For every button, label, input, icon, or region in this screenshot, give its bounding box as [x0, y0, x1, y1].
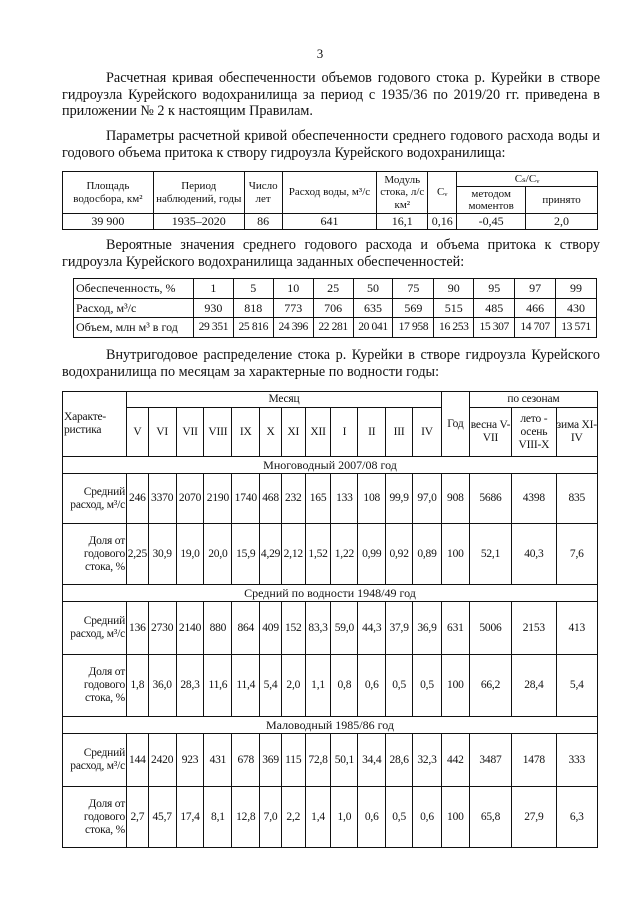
value-cell: 1,22 — [331, 524, 358, 585]
volume-cell: 15 307 — [474, 318, 515, 338]
month-header: V — [127, 408, 149, 457]
volume-cell: 14 707 — [515, 318, 556, 338]
value-cell: 97,0 — [413, 474, 442, 524]
value-cell: 2070 — [176, 474, 204, 524]
value-cell: 28,3 — [176, 655, 204, 717]
average-flow-row — [63, 602, 598, 655]
value-cell: 864 — [232, 602, 260, 655]
value-cell: 4398 — [512, 474, 556, 524]
value-cell: 333 — [556, 734, 597, 787]
value-cv: 0,16 — [428, 214, 457, 230]
value-cell: 6,3 — [556, 787, 597, 848]
value-cell: 246 — [127, 474, 149, 524]
value-cell: 2,7 — [127, 787, 149, 848]
value-cell: 37,9 — [386, 602, 413, 655]
header-observation-period: Период наблюдений, годы — [153, 172, 244, 214]
value-cell: 413 — [556, 602, 597, 655]
probability-cell: 75 — [393, 279, 434, 299]
paragraph-text: Внутригодовое распределение стока р. Курейки в створе гидроузла Курейского водохранилища по месяцам за характерные по водности годы: — [62, 347, 600, 380]
annual-share-row — [63, 524, 598, 585]
value-cell: 7,6 — [556, 524, 597, 585]
volume-cell: 17 958 — [393, 318, 434, 338]
value-cell: 0,5 — [386, 655, 413, 717]
month-header: XI — [281, 408, 305, 457]
value-cell: 36,0 — [148, 655, 176, 717]
value-cell: 11,4 — [232, 655, 260, 717]
value-cell: 2,0 — [281, 655, 305, 717]
value-cell: 59,0 — [331, 602, 358, 655]
row-label: Средний расход, м³/с — [63, 734, 127, 787]
value-cell: 52,1 — [469, 524, 511, 585]
value-cell: 2140 — [176, 602, 204, 655]
header-accepted: принято — [526, 187, 598, 214]
flow-cell: 430 — [556, 298, 597, 318]
flow-cell: 635 — [353, 298, 393, 318]
value-method-of-moments: -0,45 — [457, 214, 526, 230]
volume-cell: 13 571 — [556, 318, 597, 338]
row-label: Доля от годового стока, % — [63, 655, 127, 717]
value-observation-period: 1935–2020 — [153, 214, 244, 230]
probability-cell: 5 — [233, 279, 273, 299]
section-title: Средний по водности 1948/49 год — [63, 585, 598, 602]
paragraph-curve-parameters — [62, 128, 600, 161]
flow-cell: 515 — [434, 298, 474, 318]
value-cell: 0,89 — [413, 524, 442, 585]
probability-cell: 50 — [353, 279, 393, 299]
value-cell: 20,0 — [204, 524, 232, 585]
value-cell: 115 — [281, 734, 305, 787]
value-cell: 136 — [127, 602, 149, 655]
header-water-flow: Расход воды, м³/с — [282, 172, 377, 214]
value-cell: 5006 — [469, 602, 511, 655]
value-cell: 0,6 — [358, 787, 386, 848]
row-label: Средний расход, м³/с — [63, 474, 127, 524]
value-cell: 468 — [260, 474, 282, 524]
volume-row — [74, 318, 597, 338]
value-cell: 1478 — [512, 734, 556, 787]
value-cell: 0,5 — [413, 655, 442, 717]
flow-cell: 818 — [233, 298, 273, 318]
paragraph-text: Вероятные значения среднего годового расхода и объема притока к створу гидроузла Курейского водохранилища заданных обеспеченностей: — [62, 237, 600, 270]
probability-cell: 1 — [193, 279, 233, 299]
volume-cell: 16 253 — [434, 318, 474, 338]
value-cell: 0,6 — [358, 655, 386, 717]
volume-cell: 24 396 — [273, 318, 313, 338]
volume-label: Объем, млн м³ в год — [74, 318, 194, 338]
value-cell: 100 — [441, 787, 469, 848]
average-flow-row — [63, 734, 598, 787]
header-month: Месяц — [127, 392, 442, 408]
value-cell: 2153 — [512, 602, 556, 655]
value-catchment-area: 39 900 — [63, 214, 154, 230]
value-cell: 108 — [358, 474, 386, 524]
header-method-of-moments: методом моментов — [457, 187, 526, 214]
value-water-flow: 641 — [282, 214, 377, 230]
value-cell: 0,99 — [358, 524, 386, 585]
value-cell: 28,6 — [386, 734, 413, 787]
value-cell: 27,9 — [512, 787, 556, 848]
value-cell: 442 — [441, 734, 469, 787]
row-label: Средний расход, м³/с — [63, 602, 127, 655]
value-cell: 32,3 — [413, 734, 442, 787]
value-cell: 72,8 — [305, 734, 331, 787]
month-header: III — [386, 408, 413, 457]
value-cell: 44,3 — [358, 602, 386, 655]
value-cell: 66,2 — [469, 655, 511, 717]
month-header: IX — [232, 408, 260, 457]
value-cell: 232 — [281, 474, 305, 524]
month-header: II — [358, 408, 386, 457]
value-accepted: 2,0 — [526, 214, 598, 230]
month-header: I — [331, 408, 358, 457]
volume-cell: 25 816 — [233, 318, 273, 338]
probability-table — [73, 278, 597, 338]
header-number-of-years: Число лет — [244, 172, 282, 214]
month-header: X — [260, 408, 282, 457]
paragraph-text: Параметры расчетной кривой обеспеченности среднего годового расхода воды и годового объема притока к створу гидроузла Курейского водохранилища: — [62, 128, 600, 161]
header-cv: Cᵥ — [428, 172, 457, 214]
volume-cell: 20 041 — [353, 318, 393, 338]
section-title: Многоводный 2007/08 год — [63, 457, 598, 474]
flow-cell: 930 — [193, 298, 233, 318]
value-cell: 678 — [232, 734, 260, 787]
row-label: Доля от годового стока, % — [63, 524, 127, 585]
section-title: Маловодный 1985/86 год — [63, 717, 598, 734]
header-cs-cv: Cₛ/Cᵥ — [457, 172, 598, 187]
monthly-distribution-table — [62, 391, 598, 848]
value-cell: 2,25 — [127, 524, 149, 585]
value-cell: 908 — [441, 474, 469, 524]
curve-parameters-table — [62, 171, 598, 230]
page-number: 3 — [316, 46, 324, 61]
month-header: VII — [176, 408, 204, 457]
value-cell: 5,4 — [260, 655, 282, 717]
probability-cell: 97 — [515, 279, 556, 299]
header-runoff-modulus: Модуль стока, л/с км² — [377, 172, 428, 214]
value-cell: 15,9 — [232, 524, 260, 585]
value-cell: 4,29 — [260, 524, 282, 585]
value-cell: 0,6 — [413, 787, 442, 848]
value-cell: 30,9 — [148, 524, 176, 585]
value-cell: 83,3 — [305, 602, 331, 655]
paragraph-design-curve — [62, 70, 600, 120]
probability-cell: 25 — [313, 279, 353, 299]
value-cell: 19,0 — [176, 524, 204, 585]
flow-cell: 485 — [474, 298, 515, 318]
flow-row — [74, 298, 597, 318]
value-cell: 1740 — [232, 474, 260, 524]
probability-row — [74, 279, 597, 299]
value-cell: 99,9 — [386, 474, 413, 524]
value-cell: 3370 — [148, 474, 176, 524]
value-cell: 7,0 — [260, 787, 282, 848]
row-label: Доля от годового стока, % — [63, 787, 127, 848]
value-number-of-years: 86 — [244, 214, 282, 230]
value-cell: 2,12 — [281, 524, 305, 585]
average-flow-row — [63, 474, 598, 524]
value-cell: 880 — [204, 602, 232, 655]
probability-cell: 90 — [434, 279, 474, 299]
value-cell: 144 — [127, 734, 149, 787]
value-cell: 45,7 — [148, 787, 176, 848]
flow-cell: 569 — [393, 298, 434, 318]
value-cell: 5,4 — [556, 655, 597, 717]
value-cell: 0,8 — [331, 655, 358, 717]
value-cell: 0,5 — [386, 787, 413, 848]
value-cell: 631 — [441, 602, 469, 655]
probability-cell: 95 — [474, 279, 515, 299]
header-year: Год — [441, 392, 469, 457]
value-cell: 1,8 — [127, 655, 149, 717]
value-cell: 3487 — [469, 734, 511, 787]
flow-label: Расход, м³/с — [74, 298, 194, 318]
month-header: VIII — [204, 408, 232, 457]
month-header: XII — [305, 408, 331, 457]
season-header-summer-autumn: лето - осень VIII-X — [512, 408, 556, 457]
probability-cell: 99 — [556, 279, 597, 299]
value-cell: 2,2 — [281, 787, 305, 848]
value-cell: 11,6 — [204, 655, 232, 717]
value-cell: 165 — [305, 474, 331, 524]
value-cell: 40,3 — [512, 524, 556, 585]
season-header-spring: весна V-VII — [469, 408, 511, 457]
probability-cell: 10 — [273, 279, 313, 299]
value-cell: 100 — [441, 524, 469, 585]
header-by-season: по сезонам — [469, 392, 597, 408]
value-cell: 152 — [281, 602, 305, 655]
annual-share-row — [63, 655, 598, 717]
value-cell: 409 — [260, 602, 282, 655]
header-characteristic: Характе-ристика — [63, 392, 127, 457]
value-cell: 50,1 — [331, 734, 358, 787]
value-cell: 133 — [331, 474, 358, 524]
annual-share-row — [63, 787, 598, 848]
value-cell: 12,8 — [232, 787, 260, 848]
value-cell: 369 — [260, 734, 282, 787]
value-cell: 100 — [441, 655, 469, 717]
flow-cell: 773 — [273, 298, 313, 318]
month-header: IV — [413, 408, 442, 457]
value-cell: 1,4 — [305, 787, 331, 848]
probability-label: Обеспеченность, % — [74, 279, 194, 299]
volume-cell: 29 351 — [193, 318, 233, 338]
header-catchment-area: Площадь водосбора, км² — [63, 172, 154, 214]
value-cell: 1,1 — [305, 655, 331, 717]
value-cell: 36,9 — [413, 602, 442, 655]
value-cell: 65,8 — [469, 787, 511, 848]
value-cell: 17,4 — [176, 787, 204, 848]
value-cell: 431 — [204, 734, 232, 787]
volume-cell: 22 281 — [313, 318, 353, 338]
value-cell: 34,4 — [358, 734, 386, 787]
value-cell: 0,92 — [386, 524, 413, 585]
paragraph-probable-values — [62, 237, 600, 270]
flow-cell: 466 — [515, 298, 556, 318]
value-cell: 5686 — [469, 474, 511, 524]
value-cell: 2730 — [148, 602, 176, 655]
value-cell: 1,52 — [305, 524, 331, 585]
value-cell: 1,0 — [331, 787, 358, 848]
value-cell: 835 — [556, 474, 597, 524]
value-cell: 923 — [176, 734, 204, 787]
value-runoff-modulus: 16,1 — [377, 214, 428, 230]
season-header-winter: зима XI-IV — [556, 408, 597, 457]
value-cell: 8,1 — [204, 787, 232, 848]
flow-cell: 706 — [313, 298, 353, 318]
paragraph-monthly-distribution — [62, 347, 600, 380]
month-header: VI — [148, 408, 176, 457]
paragraph-text: Расчетная кривая обеспеченности объемов годового стока р. Курейки в створе гидроузла Курейского водохранилища за период с 1935/36 по 2019/20 гг. приведена в приложении № 2 к настоящим Правилам. — [62, 70, 600, 120]
value-cell: 28,4 — [512, 655, 556, 717]
value-cell: 2190 — [204, 474, 232, 524]
value-cell: 2420 — [148, 734, 176, 787]
